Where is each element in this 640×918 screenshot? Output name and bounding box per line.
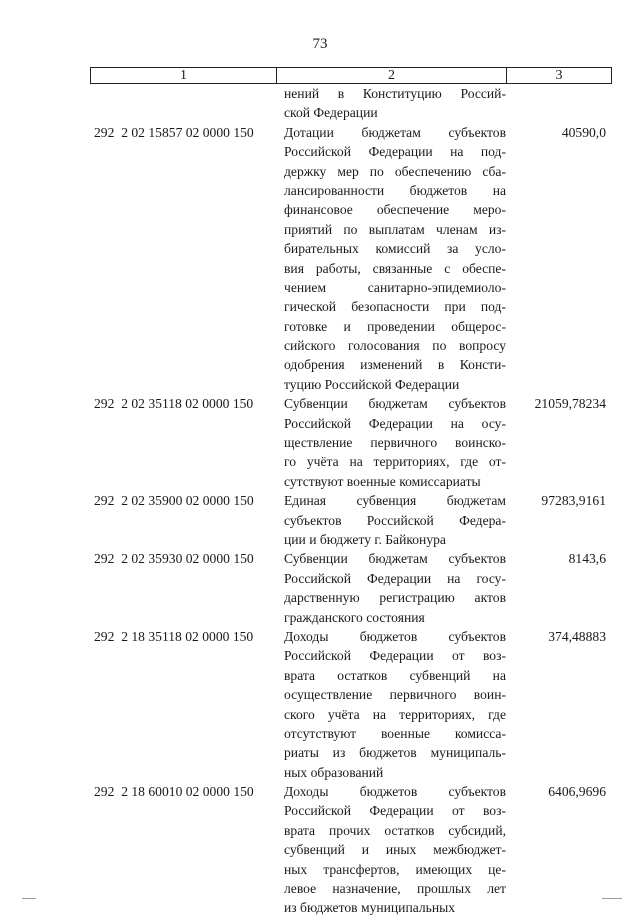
description-line: из бюджетов муниципальных [284, 900, 456, 916]
description-line: врата остатков субвенций на [284, 667, 506, 683]
table-row [0, 491, 640, 549]
description-line: вия работы, связанные с обеспе- [284, 260, 506, 276]
amount-value: 21059,78234 [534, 396, 606, 412]
description-line: держку мер по обеспечению сба- [284, 163, 506, 179]
table-row [0, 394, 640, 491]
description-line: Субвенции бюджетам субъектов [284, 551, 506, 567]
table-row [0, 782, 640, 918]
description-line: чением санитарно-эпидемиоло- [284, 279, 506, 295]
budget-classification-code: 292 2 18 35118 02 0000 150 [94, 628, 254, 644]
description-line: ции и бюджету г. Байконура [284, 531, 446, 547]
page-number: 73 [312, 36, 328, 52]
description-line: готовке и проведении общерос- [284, 318, 506, 334]
description-line: сутствуют военные комиссариаты [284, 473, 481, 489]
table-row [0, 627, 640, 782]
revenue-description [284, 627, 506, 782]
budget-classification-code: 292 2 02 35930 02 0000 150 [94, 551, 254, 567]
description-line: ского учёта на территориях, где [284, 706, 506, 722]
description-line: одобрения изменений в Консти- [284, 357, 506, 373]
table-row [0, 549, 640, 627]
amount-value: 374,48883 [548, 628, 606, 644]
description-line: нений в Конституцию Россий- [284, 86, 506, 101]
revenue-description [284, 84, 506, 123]
description-line: врата прочих остатков субсидий, [284, 822, 506, 838]
description-line: осуществление первичного воин- [284, 687, 506, 703]
description-line: Российской Федерации на под- [284, 144, 506, 160]
revenue-description [284, 491, 506, 549]
budget-classification-code: 292 2 02 35118 02 0000 150 [94, 396, 254, 412]
column-header-3: 3 [555, 68, 563, 83]
description-line: приятий по выплатам членам из- [284, 221, 506, 237]
description-line: Дотации бюджетам субъектов [284, 124, 506, 140]
description-line: Доходы бюджетов субъектов [284, 628, 506, 644]
description-line: ных образований [284, 764, 384, 780]
description-line: Российской Федерации от воз- [284, 803, 506, 819]
description-line: субвенций и иных межбюджет- [284, 842, 506, 858]
column-header-1: 1 [91, 68, 277, 83]
budget-classification-code: 292 2 18 60010 02 0000 150 [94, 784, 254, 800]
description-line: левое назначение, прошлых лет [284, 881, 506, 897]
table-column-header [90, 67, 612, 84]
description-line: лансированности бюджетов на [284, 182, 506, 198]
description-line: ществление первичного воинско- [284, 435, 506, 451]
revenue-description [284, 394, 506, 491]
table-body [0, 84, 640, 918]
amount-value: 40590,0 [561, 124, 606, 140]
scan-speck [22, 898, 36, 899]
description-line: Российской Федерации от воз- [284, 648, 506, 664]
table-row [0, 84, 640, 123]
amount-value: 6406,9696 [548, 784, 606, 800]
revenue-description [284, 782, 506, 918]
budget-classification-code: 292 2 02 35900 02 0000 150 [94, 493, 254, 509]
description-line: Субвенции бюджетам субъектов [284, 396, 506, 412]
description-line: отсутствуют военные комисса- [284, 725, 506, 741]
description-line: гической безопасности при под- [284, 299, 506, 315]
description-line: бирательных комиссий за усло- [284, 241, 506, 257]
revenue-description [284, 549, 506, 627]
description-line: Единая субвенция бюджетам [284, 493, 506, 509]
description-line: субъектов Российской Федера- [284, 512, 506, 528]
budget-classification-code: 292 2 02 15857 02 0000 150 [94, 124, 254, 140]
description-line: риаты из бюджетов муниципаль- [284, 745, 506, 761]
table-row [0, 123, 640, 394]
revenue-description [284, 123, 506, 394]
description-line: гражданского состояния [284, 609, 425, 625]
description-line: Доходы бюджетов субъектов [284, 784, 506, 800]
description-line: сийского голосования по вопросу [284, 338, 506, 354]
column-header-2: 2 [277, 68, 507, 83]
description-line: финансовое обеспечение меро- [284, 202, 506, 218]
amount-value: 97283,9161 [541, 493, 606, 509]
scan-speck [602, 898, 622, 899]
description-line: Российской Федерации на госу- [284, 570, 506, 586]
amount-value: 8143,6 [568, 551, 606, 567]
description-line: туцию Российской Федерации [284, 376, 460, 392]
description-line: ных трансфертов, имеющих це- [284, 861, 506, 877]
description-line: Российской Федерации на осу- [284, 415, 506, 431]
description-line: ской Федерации [284, 105, 378, 121]
description-line: го учёта на территориях, где от- [284, 454, 506, 470]
description-line: дарственную регистрацию актов [284, 590, 506, 606]
